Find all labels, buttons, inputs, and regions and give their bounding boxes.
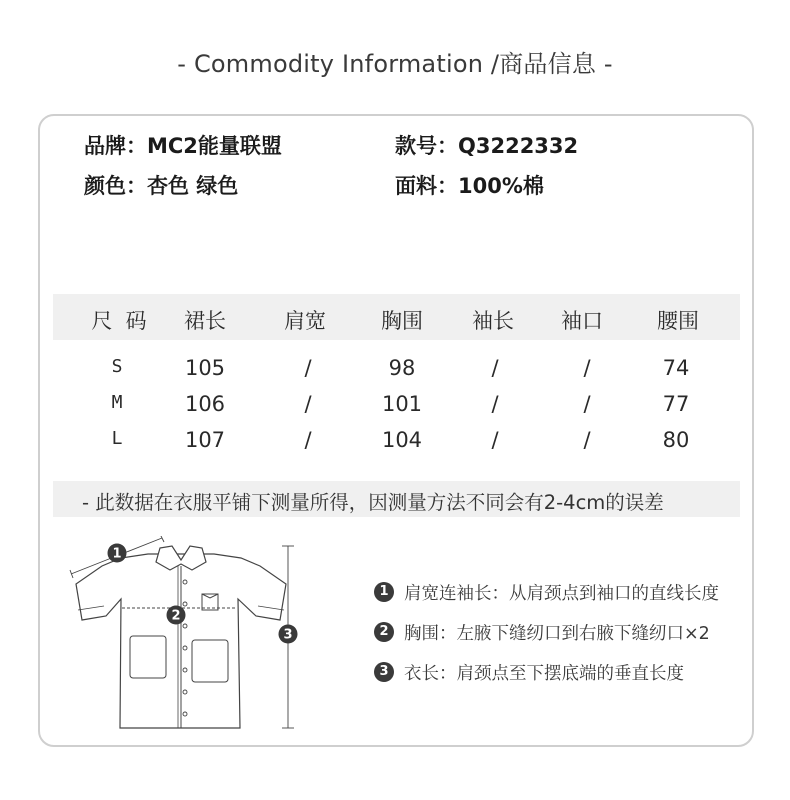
table-cell: /: [583, 392, 591, 416]
header-chest: 胸围: [381, 309, 423, 333]
color-info: [84, 170, 238, 200]
measurement-note: - 此数据在衣服平铺下测量所得，因测量方法不同会有2-4cm的误差: [82, 491, 664, 514]
table-cell: 106: [184, 392, 226, 416]
style-value: Q3222332: [458, 134, 579, 158]
brand-label: 品牌：: [84, 134, 147, 158]
table-cell: 104: [381, 428, 423, 452]
header-cuff: 袖口: [561, 309, 603, 333]
table-cell: /: [491, 428, 499, 452]
brand-value: MC2能量联盟: [147, 134, 282, 158]
table-cell: 80: [662, 428, 690, 452]
table-cell: /: [583, 356, 591, 380]
table-cell: 101: [381, 392, 423, 416]
legend-text-3: 衣长：肩颈点至下摆底端的垂直长度: [404, 664, 684, 684]
marker-3-label: 3: [283, 627, 293, 643]
header-shoulder: 肩宽: [284, 309, 326, 333]
header-sleeve-length: 袖长: [472, 309, 514, 333]
color-value: 杏色 绿色: [147, 174, 239, 198]
fabric-info: [395, 170, 544, 200]
table-cell: 74: [662, 356, 690, 380]
table-cell: /: [304, 356, 312, 380]
garment-diagram: [66, 536, 306, 736]
header-size: 尺 码: [91, 309, 147, 333]
legend-number-2: 2: [374, 622, 394, 642]
style-info: [395, 130, 578, 160]
table-cell: /: [304, 428, 312, 452]
fabric-value: 100%棉: [458, 174, 544, 198]
table-cell: 107: [184, 428, 226, 452]
table-cell: /: [491, 356, 499, 380]
table-cell: 77: [662, 392, 690, 416]
table-cell: 98: [388, 356, 416, 380]
color-label: 颜色：: [84, 174, 147, 198]
table-cell: /: [491, 392, 499, 416]
right-pocket: [192, 640, 228, 682]
marker-2-label: 2: [171, 608, 181, 624]
table-cell-size: M: [111, 392, 123, 413]
legend-text-2: 胸围：左腋下缝纫口到右腋下缝纫口×2: [404, 624, 710, 644]
header-waist: 腰围: [657, 309, 699, 333]
table-cell-size: S: [111, 356, 123, 377]
header-dress-length: 裙长: [184, 309, 226, 333]
table-cell-size: L: [111, 428, 123, 449]
legend-number-1: 1: [374, 582, 394, 602]
table-cell: /: [583, 428, 591, 452]
fabric-label: 面料：: [395, 174, 458, 198]
page-title: - Commodity Information /商品信息 -: [177, 50, 613, 78]
brand-info: [84, 130, 282, 160]
left-pocket: [130, 636, 166, 678]
legend-text-1: 肩宽连袖长：从肩颈点到袖口的直线长度: [404, 584, 719, 604]
table-cell: /: [304, 392, 312, 416]
style-label: 款号：: [395, 134, 458, 158]
table-cell: 105: [184, 356, 226, 380]
legend-number-3: 3: [374, 662, 394, 682]
marker-1-label: 1: [112, 546, 122, 562]
